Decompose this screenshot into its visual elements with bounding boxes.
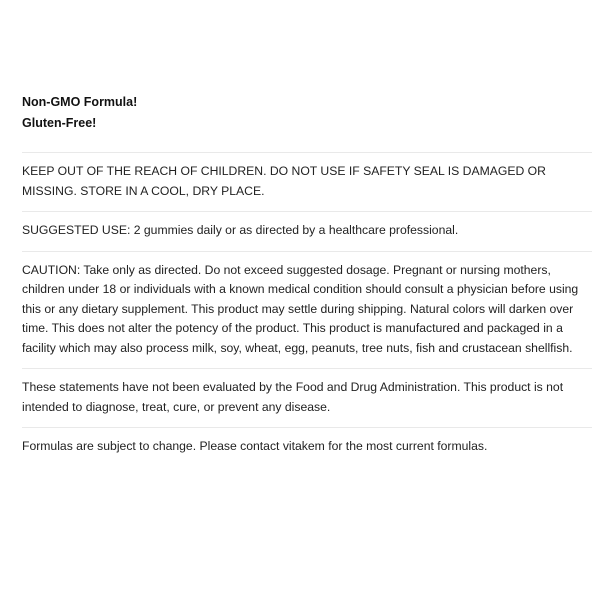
storage-warning-text: KEEP OUT OF THE REACH OF CHILDREN. DO NOT USE IF SAFETY SEAL IS DAMAGED OR MISSING. STORE IN A COOL, DRY PLACE.: [22, 164, 546, 198]
label-highlights: [22, 92, 592, 152]
non-gmo-highlight: Non-GMO Formula!: [22, 95, 138, 109]
suggested-use-text: SUGGESTED USE: 2 gummies daily or as directed by a healthcare professional.: [22, 223, 459, 237]
suggested-use-section: [22, 211, 592, 251]
fda-disclaimer-section: [22, 368, 592, 427]
storage-warning-section: [22, 152, 592, 211]
label-content: [22, 92, 592, 467]
formula-change-section: [22, 427, 592, 467]
fda-disclaimer-text: These statements have not been evaluated by the Food and Drug Administration. This product is not intended to diagnose, treat, cure, or prevent any disease.: [22, 380, 564, 414]
gluten-free-highlight: Gluten-Free!: [22, 116, 97, 130]
formula-change-text: Formulas are subject to change. Please contact vitakem for the most current formulas.: [22, 439, 488, 453]
caution-text: CAUTION: Take only as directed. Do not exceed suggested dosage. Pregnant or nursing mothers, children under 18 or individuals with a known medical condition should consult a physician before using this or any dietary supplement. This product may settle during shipping. Natural colors will darken over time. This does not alter the potency of the product. This product is manufactured and packaged in a facility which may also process milk, soy, wheat, egg, peanuts, tree nuts, fish and crustacean shellfish.: [22, 262, 579, 355]
caution-section: [22, 251, 592, 369]
